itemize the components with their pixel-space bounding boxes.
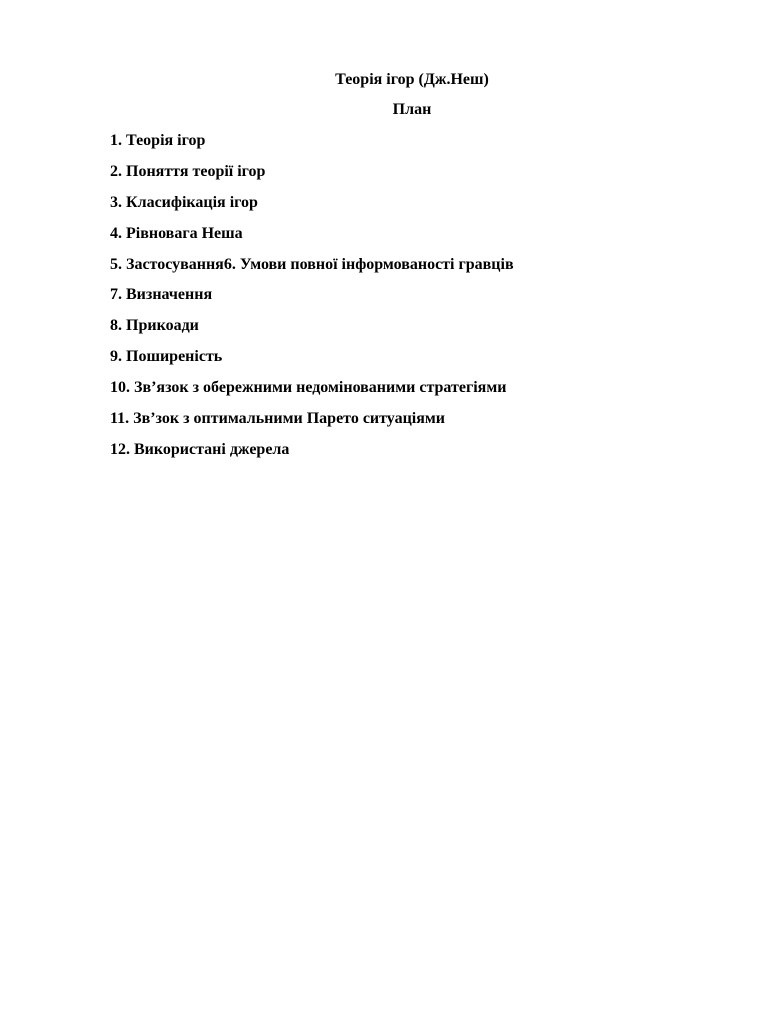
plan-list: [110, 131, 514, 471]
plan-item: 9. Поширеність: [110, 348, 223, 366]
plan-item: 7. Визначення: [110, 286, 213, 304]
plan-item: 3. Класифікація ігор: [110, 193, 258, 211]
plan-heading: План: [392, 101, 432, 118]
plan-item: 5. Застосування6. Умови повної інформованості гравців: [110, 255, 514, 273]
plan-item: 2. Поняття теорії ігор: [110, 162, 266, 180]
plan-item: 10. Зв’язок з обережними недомінованими стратегіями: [110, 379, 507, 397]
plan-item: 4. Рівновага Неша: [110, 224, 243, 242]
plan-item: 12. Використані джерела: [110, 440, 290, 458]
plan-item: 11. Зв’зок з оптимальними Парето ситуаціями: [110, 410, 446, 428]
plan-item: 1. Теорія ігор: [110, 132, 206, 149]
document-title: Теорія ігор (Дж.Неш): [335, 71, 489, 88]
plan-item: 8. Прикоади: [110, 317, 199, 335]
